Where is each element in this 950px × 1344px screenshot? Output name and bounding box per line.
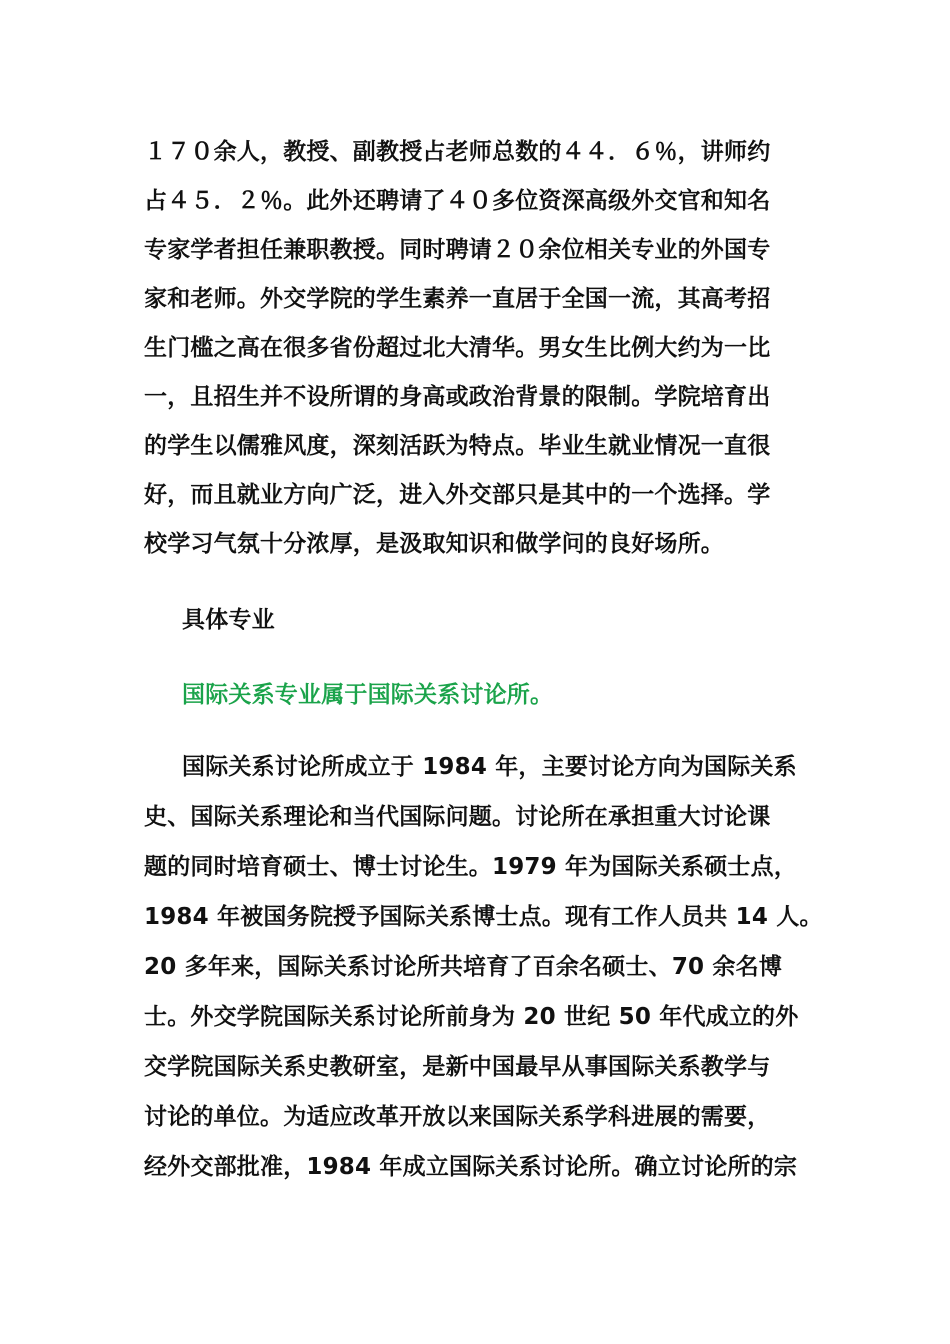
- paragraph-line: 讨论的单位。为适应改革开放以来国际关系学科进展的需要，: [144, 1104, 771, 1130]
- paragraph-line: １７０余人，教授、副教授占老师总数的４４．６％，讲师约: [144, 139, 771, 165]
- paragraph-line: 专家学者担任兼职教授。同时聘请２０余位相关专业的外国专: [144, 237, 771, 263]
- paragraph-line: 史、国际关系理论和当代国际问题。讨论所在承担重大讨论课: [144, 804, 771, 830]
- paragraph-line: 士。外交学院国际关系讨论所前身为 20 世纪 50 年代成立的外: [144, 1004, 799, 1030]
- paragraph-line: 生门槛之高在很多省份超过北大清华。男女生比例大约为一比: [144, 335, 771, 361]
- paragraph-line: 国际关系讨论所成立于 1984 年，主要讨论方向为国际关系: [182, 754, 797, 780]
- paragraph-line: 1984 年被国务院授予国际关系博士点。现有工作人员共 14 人。: [144, 904, 823, 930]
- paragraph-line: 交学院国际关系史教研室，是新中国最早从事国际关系教学与: [144, 1054, 771, 1080]
- paragraph-line: 经外交部批准，1984 年成立国际关系讨论所。确立讨论所的宗: [144, 1154, 798, 1180]
- paragraph-line: 题的同时培育硕士、博士讨论生。1979 年为国际关系硕士点，: [144, 854, 798, 880]
- section-heading: 具体专业: [182, 607, 275, 633]
- paragraph-line: 好，而且就业方向广泛，进入外交部只是其中的一个选择。学: [144, 482, 771, 508]
- paragraph-line: 20 多年来，国际关系讨论所共培育了百余名硕士、70 余名博: [144, 954, 783, 980]
- green-heading: 国际关系专业属于国际关系讨论所。: [182, 682, 554, 708]
- paragraph-line: 占４５．２％。此外还聘请了４０多位资深高级外交官和知名: [144, 188, 771, 214]
- paragraph-line: 的学生以儒雅风度，深刻活跃为特点。毕业生就业情况一直很: [144, 433, 771, 459]
- paragraph-line: 一，且招生并不设所谓的身高或政治背景的限制。学院培育出: [144, 384, 771, 410]
- paragraph-line: 校学习气氛十分浓厚，是汲取知识和做学问的良好场所。: [144, 531, 724, 557]
- paragraph-line: 家和老师。外交学院的学生素养一直居于全国一流，其高考招: [144, 286, 771, 312]
